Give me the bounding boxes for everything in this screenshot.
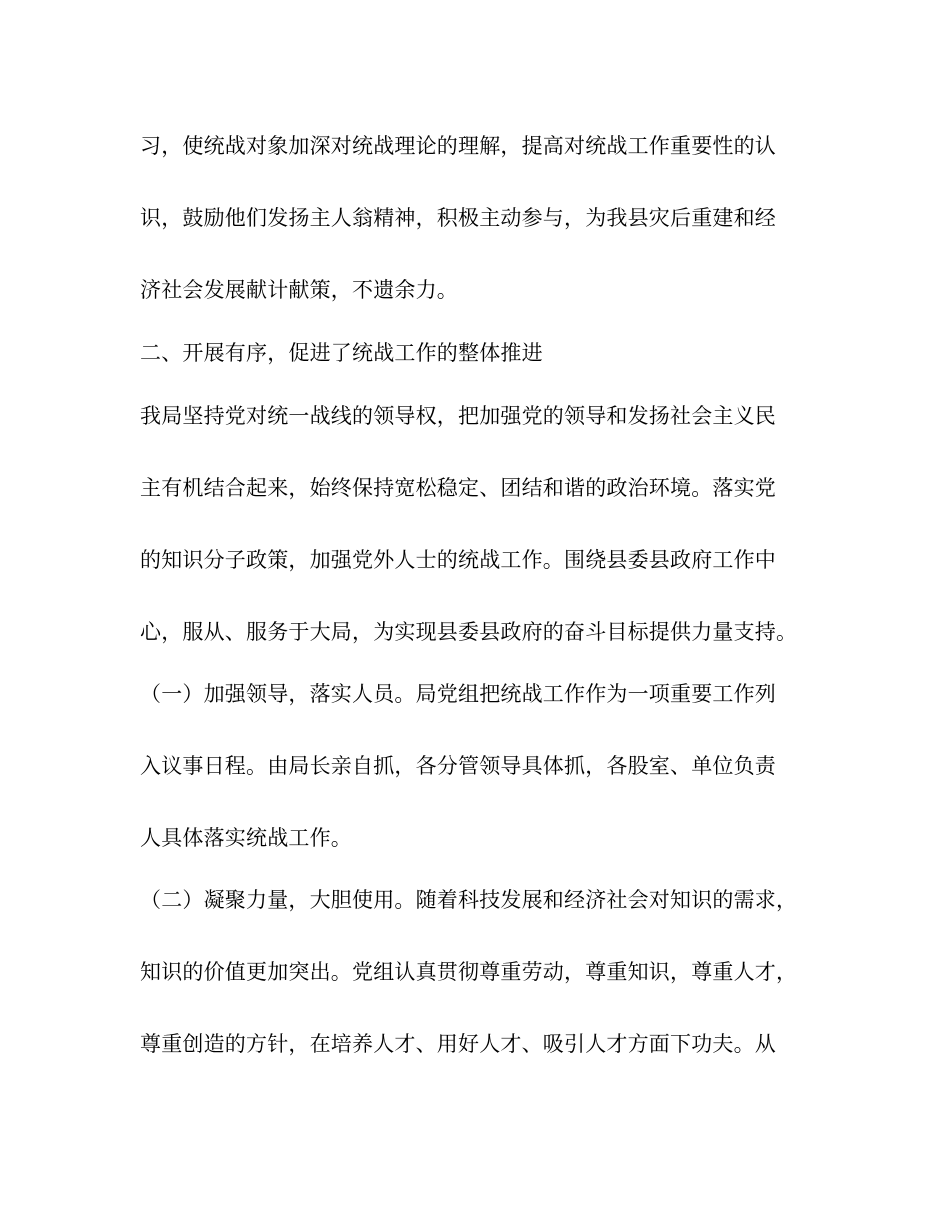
text-line: 的知识分子政策，加强党外人士的统战工作。围绕县委县政府工作中 bbox=[140, 548, 776, 572]
text-line: 知识的价值更加突出。党组认真贯彻尊重劳动，尊重知识，尊重人才， bbox=[140, 960, 798, 984]
text-line: 人具体落实统战工作。 bbox=[140, 826, 352, 850]
text-line: 主有机结合起来，始终保持宽松稳定、团结和谐的政治环境。落实党 bbox=[140, 476, 776, 500]
text-line: 习，使统战对象加深对统战理论的理解，提高对统战工作重要性的认 bbox=[140, 134, 776, 158]
subsection-line: （二）凝聚力量，大胆使用。随着科技发展和经济社会对知识的需求， bbox=[140, 888, 798, 912]
text-line: 济社会发展献计献策，不遗余力。 bbox=[140, 278, 458, 302]
text-line: 入议事日程。由局长亲自抓，各分管领导具体抓，各股室、单位负责 bbox=[140, 754, 776, 778]
text-line: 识，鼓励他们发扬主人翁精神，积极主动参与，为我县灾后重建和经 bbox=[140, 206, 776, 230]
text-line: 心，服从、服务于大局，为实现县委县政府的奋斗目标提供力量支持。 bbox=[140, 620, 798, 644]
subsection-line: （一）加强领导，落实人员。局党组把统战工作作为一项重要工作列 bbox=[140, 682, 776, 706]
section-heading: 二、开展有序，促进了统战工作的整体推进 bbox=[140, 341, 543, 365]
text-line: 尊重创造的方针，在培养人才、用好人才、吸引人才方面下功夫。从 bbox=[140, 1032, 776, 1056]
text-line: 我局坚持党对统一战线的领导权，把加强党的领导和发扬社会主义民 bbox=[140, 404, 776, 428]
